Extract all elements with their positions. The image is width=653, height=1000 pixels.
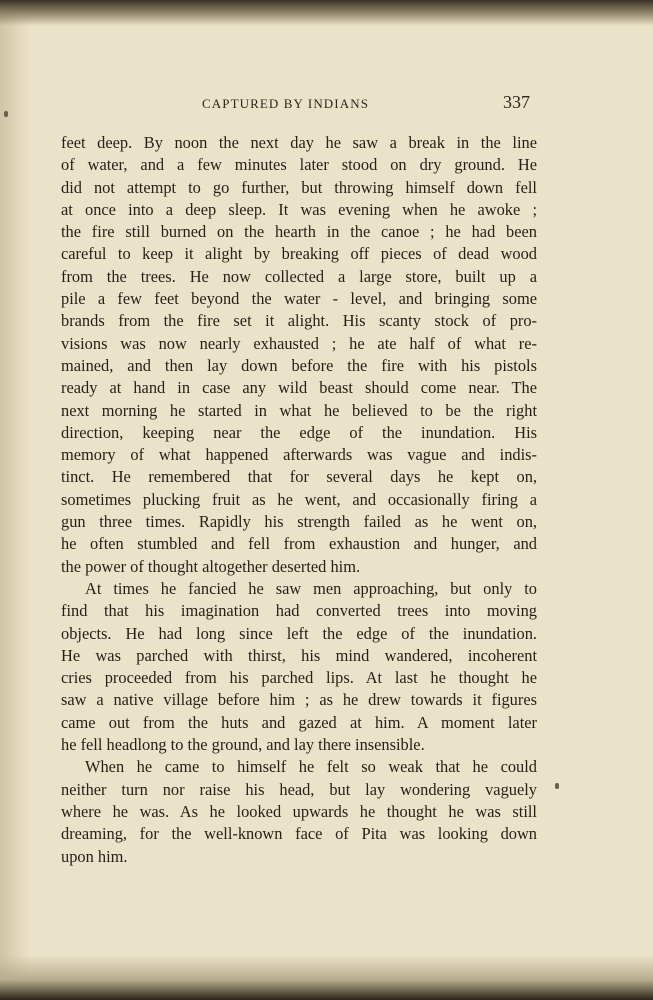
text-line: sometimes plucking fruit as he went, and occasionally firing a (61, 489, 537, 509)
text-line: dreaming, for the well-known face of Pita was looking down (61, 824, 537, 844)
paper-fleck (555, 783, 559, 789)
text-line-paragraph-start: At times he fancied he saw men approaching, but only to (85, 578, 537, 598)
text-line-paragraph-start: When he came to himself he felt so weak that he could (85, 757, 537, 777)
text-line: the fire still burned on the hearth in the canoe ; he had been (61, 222, 537, 242)
text-line: He was parched with thirst, his mind wandered, incoherent (61, 645, 537, 665)
running-head: CAPTURED BY INDIANS (202, 96, 370, 111)
body-text (61, 132, 537, 868)
text-line: gun three times. Rapidly his strength failed as he went on, (61, 512, 537, 532)
text-line: careful to keep it alight by breaking off pieces of dead wood (61, 244, 537, 264)
text-line-paragraph-end: upon him. (61, 846, 128, 866)
page-edge-shadow-top (0, 0, 653, 26)
text-line: next morning he started in what he believed to be the right (61, 400, 537, 420)
text-line: find that his imagination had converted trees into moving (61, 601, 537, 621)
paper-fleck (4, 111, 8, 117)
text-line-paragraph-end: the power of thought altogether deserted him. (61, 556, 361, 576)
text-line: direction, keeping near the edge of the inundation. His (61, 422, 537, 442)
text-line: came out from the huts and gazed at him. A moment later (61, 712, 537, 732)
text-line: memory of what happened afterwards was vague and indis- (61, 445, 537, 465)
text-line: tinct. He remembered that for several days he kept on, (61, 467, 537, 487)
text-line-paragraph-end: he fell headlong to the ground, and lay there insensible. (61, 735, 425, 755)
text-line: he often stumbled and fell from exhaustion and hunger, and (61, 534, 537, 554)
text-line: ready at hand in case any wild beast should come near. The (61, 378, 537, 398)
page-number: 337 (503, 92, 530, 112)
text-line: saw a native village before him ; as he drew towards it figures (61, 690, 537, 710)
text-line: at once into a deep sleep. It was evening when he awoke ; (61, 199, 537, 219)
text-line: from the trees. He now collected a large store, built up a (61, 266, 537, 286)
text-line: pile a few feet beyond the water - level, and bringing some (61, 289, 537, 309)
text-line: objects. He had long since left the edge of the inundation. (61, 623, 537, 643)
text-line: of water, and a few minutes later stood on dry ground. He (61, 155, 537, 175)
text-line: visions was now nearly exhausted ; he ate half of what re- (61, 333, 537, 353)
text-line: mained, and then lay down before the fire with his pistols (61, 355, 537, 375)
text-line: brands from the fire set it alight. His scanty stock of pro- (61, 311, 537, 331)
text-line: where he was. As he looked upwards he thought he was still (61, 801, 537, 821)
page-edge-shadow-bottom (0, 955, 653, 1000)
text-line: neither turn nor raise his head, but lay wondering vaguely (61, 779, 537, 799)
text-line: cries proceeded from his parched lips. At last he thought he (61, 668, 537, 688)
text-line: feet deep. By noon the next day he saw a break in the line (61, 133, 537, 152)
text-line: did not attempt to go further, but throwing himself down fell (61, 177, 537, 197)
page-edge-shadow-left (0, 0, 30, 1000)
